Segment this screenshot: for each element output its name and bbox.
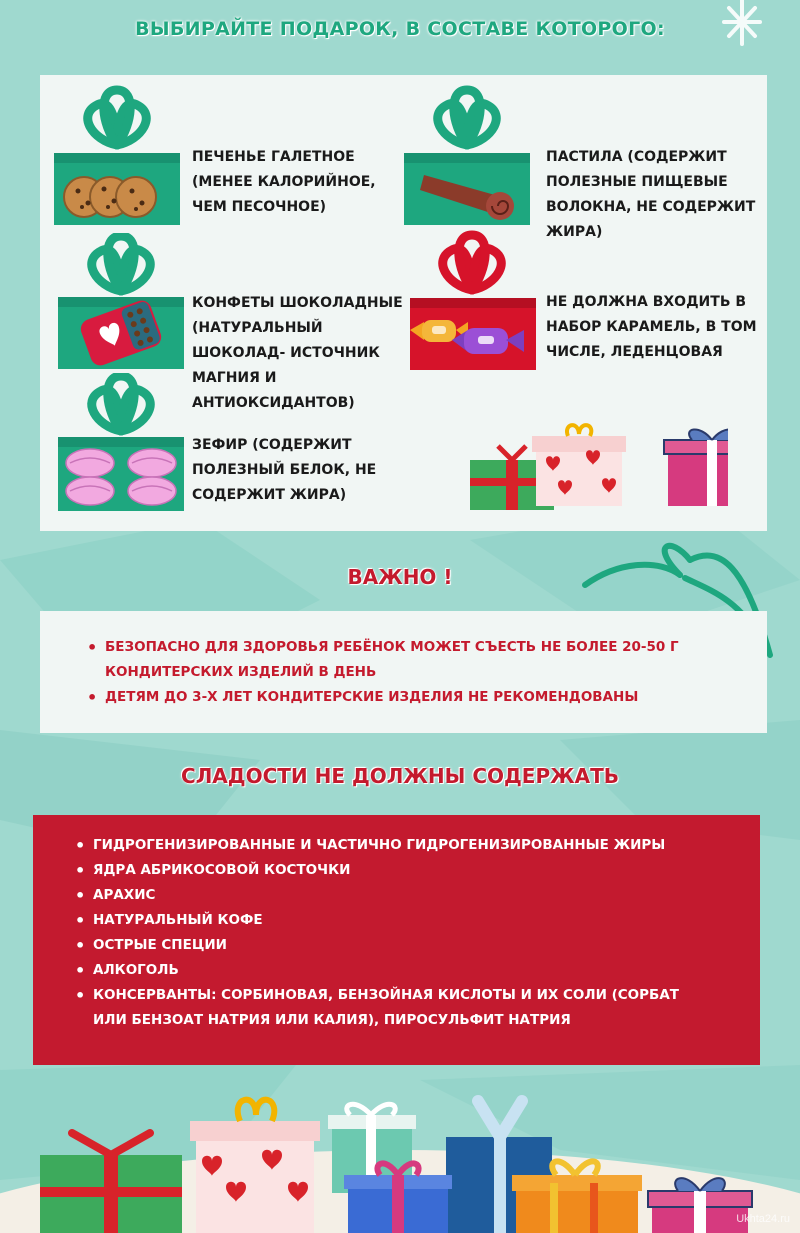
list-item: • КОНСЕРВАНТЫ: СОРБИНОВАЯ, БЕНЗОЙНАЯ КИСЛОТЫ И ИХ СОЛИ (СОРБАТ ИЛИ БЕНЗОАТ НАТРИЯ ИЛИ КАЛИЯ), ПИРОСУЛЬФИТ НАТРИЯ xyxy=(73,983,713,1033)
gift-item-text: ПЕЧЕНЬЕ ГАЛЕТНОЕ (МЕНЕЕ КАЛОРИЙНОЕ, ЧЕМ ПЕСОЧНОЕ) xyxy=(192,149,376,215)
must-not-contain-panel xyxy=(33,815,760,1065)
zefir-gift-icon xyxy=(56,373,186,515)
list-item: • ГИДРОГЕНИЗИРОВАННЫЕ И ЧАСТИЧНО ГИДРОГЕНИЗИРОВАННЫЕ ЖИРЫ xyxy=(73,833,713,858)
list-item: • АРАХИС xyxy=(73,883,713,908)
list-item: • ДЕТЯМ ДО 3-Х ЛЕТ КОНДИТЕРСКИЕ ИЗДЕЛИЯ НЕ РЕКОМЕНДОВАНЫ xyxy=(85,685,725,710)
green-gift-icon xyxy=(40,1133,182,1233)
watermark: Ukhta24.ru xyxy=(736,1213,790,1225)
important-list xyxy=(85,635,725,710)
chocolate-box-gift-icon xyxy=(56,233,186,373)
cookies-gift-icon xyxy=(52,85,182,230)
list-item: • НАТУРАЛЬНЫЙ КОФЕ xyxy=(73,908,713,933)
gift-panel xyxy=(40,75,767,531)
gift-item-zefir xyxy=(52,373,412,523)
gift-item-cookies xyxy=(52,85,412,235)
caramel-candy-gift-icon xyxy=(402,230,542,375)
page-title: ВЫБИРАЙТЕ ПОДАРОК, В СОСТАВЕ КОТОРОГО: xyxy=(135,18,665,40)
gift-item-text: ЗЕФИР (СОДЕРЖИТ ПОЛЕЗНЫЙ БЕЛОК, НЕ СОДЕРЖИТ ЖИРА) xyxy=(192,437,377,503)
pastila-gift-icon xyxy=(402,85,532,230)
gift-item-caramel xyxy=(402,230,762,380)
gift-item-pastila xyxy=(402,85,762,245)
must-not-contain-list xyxy=(73,833,713,1033)
pink-heart-gift-icon xyxy=(190,1100,320,1233)
gift-boxes-illustration xyxy=(468,420,728,515)
gift-item-text: ПАСТИЛА (СОДЕРЖИТ ПОЛЕЗНЫЕ ПИЩЕВЫЕ ВОЛОКНА, НЕ СОДЕРЖИТ ЖИРА) xyxy=(546,149,756,240)
important-panel xyxy=(40,611,767,733)
bottom-gifts-illustration xyxy=(0,1083,800,1233)
list-item: • АЛКОГОЛЬ xyxy=(73,958,713,983)
gift-item-text: НЕ ДОЛЖНА ВХОДИТЬ В НАБОР КАРАМЕЛЬ, В ТОМ ЧИСЛЕ, ЛЕДЕНЦОВАЯ xyxy=(546,294,757,360)
list-item: • ЯДРА АБРИКОСОВОЙ КОСТОЧКИ xyxy=(73,858,713,883)
pink-heart-gift-icon xyxy=(532,425,626,506)
must-not-contain-title: СЛАДОСТИ НЕ ДОЛЖНЫ СОДЕРЖАТЬ xyxy=(181,764,619,788)
list-item: • БЕЗОПАСНО ДЛЯ ЗДОРОВЬЯ РЕБЁНОК МОЖЕТ СЪЕСТЬ НЕ БОЛЕЕ 20-50 Г КОНДИТЕРСКИХ ИЗДЕЛИЙ В ДЕНЬ xyxy=(85,635,725,685)
magenta-gift-icon xyxy=(664,429,728,506)
list-item: • ОСТРЫЕ СПЕЦИИ xyxy=(73,933,713,958)
important-title: ВАЖНО ! xyxy=(347,565,453,589)
gift-item-text: КОНФЕТЫ ШОКОЛАДНЫЕ (НАТУРАЛЬНЫЙ ШОКОЛАД- ИСТОЧНИК МАГНИЯ И АНТИОКСИДАНТОВ) xyxy=(192,295,403,411)
